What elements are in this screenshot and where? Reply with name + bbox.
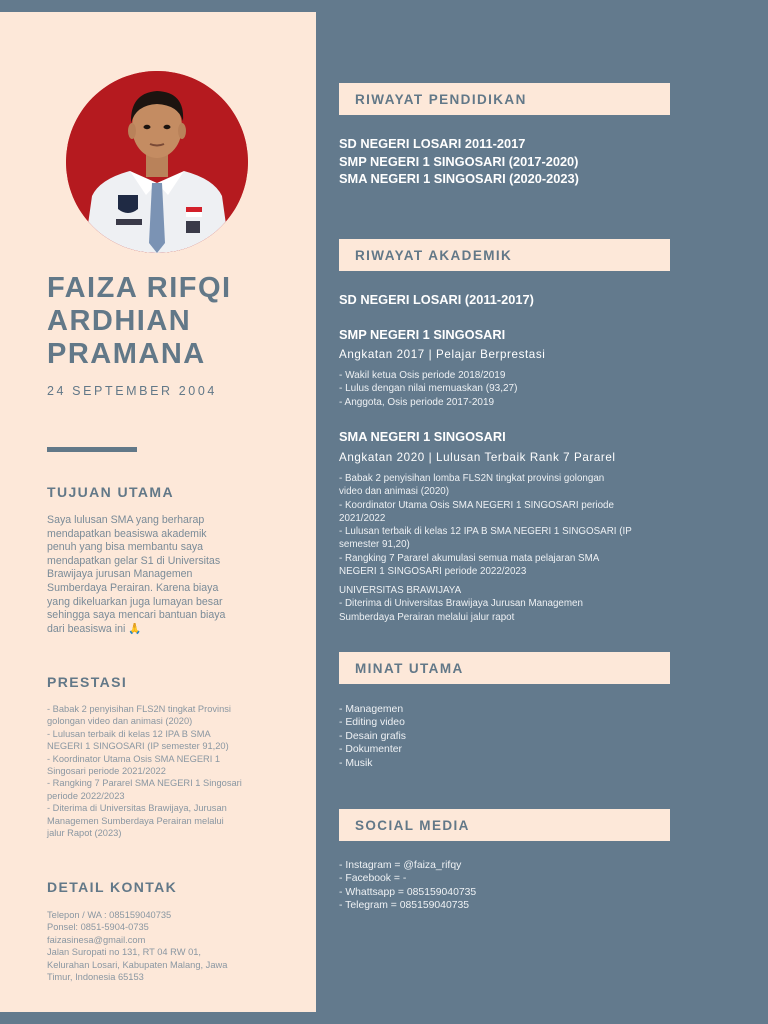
social-heading: SOCIAL MEDIA bbox=[355, 817, 470, 833]
akademik-smp-list: - Wakil ketua Osis periode 2018/2019 - Lulus dengan nilai memuaskan (93,27) - Anggota, Osis periode 2017-2019 bbox=[339, 370, 518, 408]
pendidikan-heading: RIWAYAT PENDIDIKAN bbox=[355, 91, 527, 107]
tujuan-text: Saya lulusan SMA yang berharap mendapatkan beasiswa akademik penuh yang bisa membantu saya mendapatkan gelar S1 di Universitas Brawijaya jurusan Managemen Sumberdaya Perairan. Karena biaya yang dikeluarkan juga lumayan besar sehingga saya mencari bantuan biaya dari beasiswa ini 🙏 bbox=[47, 514, 226, 635]
name-divider bbox=[47, 447, 137, 452]
facebook-link[interactable]: - Facebook = - bbox=[339, 873, 407, 885]
minat-list: - Managemen - Editing video - Desain grafis - Dokumenter - Musik bbox=[339, 704, 406, 769]
minat-header bbox=[339, 652, 670, 684]
social-list bbox=[339, 859, 476, 913]
minat-heading: MINAT UTAMA bbox=[355, 660, 464, 676]
whatsapp-link[interactable]: - Whattsapp = 085159040735 bbox=[339, 886, 477, 898]
akademik-smp-title: SMP NEGERI 1 SINGOSARI bbox=[339, 327, 506, 342]
social-header bbox=[339, 809, 670, 841]
kontak-heading: DETAIL KONTAK bbox=[47, 879, 178, 895]
akademik-smp-sub: Angkatan 2017 | Pelajar Berprestasi bbox=[339, 348, 546, 361]
akademik-sma-title: SMA NEGERI 1 SINGOSARI bbox=[339, 429, 506, 444]
date-of-birth: 24 SEPTEMBER 2004 bbox=[47, 384, 217, 398]
pendidikan-header bbox=[339, 83, 670, 115]
kontak-details: Telepon / WA : 085159040735 Ponsel: 0851-5904-0735 faizasinesa@gmail.com Jalan Suropati no 131, RT 04 RW 01, Kelurahan Losari, Kabupaten Malang, Jawa Timur, Indonesia 65153 bbox=[47, 910, 228, 983]
akademik-univ: UNIVERSITAS BRAWIJAYA - Diterima di Universitas Brawijaya Jurusan Managemen Sumberdaya Perairan melalui jalur rapot bbox=[339, 585, 583, 623]
akademik-header bbox=[339, 239, 670, 271]
full-name: FAIZA RIFQI ARDHIAN PRAMANA bbox=[47, 272, 232, 370]
akademik-heading: RIWAYAT AKADEMIK bbox=[355, 247, 513, 263]
akademik-sd: SD NEGERI LOSARI (2011-2017) bbox=[339, 292, 534, 307]
prestasi-heading: PRESTASI bbox=[47, 674, 128, 690]
instagram-link[interactable]: - Instagram = @faiza_rifqy bbox=[339, 860, 462, 871]
akademik-sma-sub: Angkatan 2020 | Lulusan Terbaik Rank 7 Pararel bbox=[339, 451, 616, 464]
pendidikan-list: SD NEGERI LOSARI 2011-2017 SMP NEGERI 1 SINGOSARI (2017-2020) SMA NEGERI 1 SINGOSARI (2020-2023) bbox=[339, 136, 579, 186]
telegram-link[interactable]: - Telegram = 085159040735 bbox=[339, 900, 470, 912]
akademik-sma-list: - Babak 2 penyisihan lomba FLS2N tingkat provinsi golongan video dan animasi (2020) - Koordinator Utama Osis SMA NEGERI 1 SINGOSARI periode 2021/2022 - Lulusan terbaik di kelas 12 IPA B SMA NEGERI 1 SINGOSARI (IP semester 91,20) - Rangking 7 Pararel akumulasi semua mata pelajaran SMA NEGERI 1 SINGOSARI periode 2022/2023 bbox=[339, 473, 632, 578]
profile-photo bbox=[66, 71, 248, 253]
tujuan-heading: TUJUAN UTAMA bbox=[47, 484, 174, 500]
prestasi-list: - Babak 2 penyisihan FLS2N tingkat Provinsi golongan video dan animasi (2020) - Lulusan terbaik di kelas 12 IPA B SMA NEGERI 1 SINGOSARI (IP semester 91,20) - Koordinator Utama Osis SMA NEGERI 1 Singosari periode 2021/2022 - Rangking 7 Pararel SMA NEGERI 1 Singosari periode 2022/2023 - Diterima di Universitas Brawijaya, Jurusan Managemen Sumberdaya Perairan melalui jalur Rapot (2023) bbox=[47, 704, 242, 839]
